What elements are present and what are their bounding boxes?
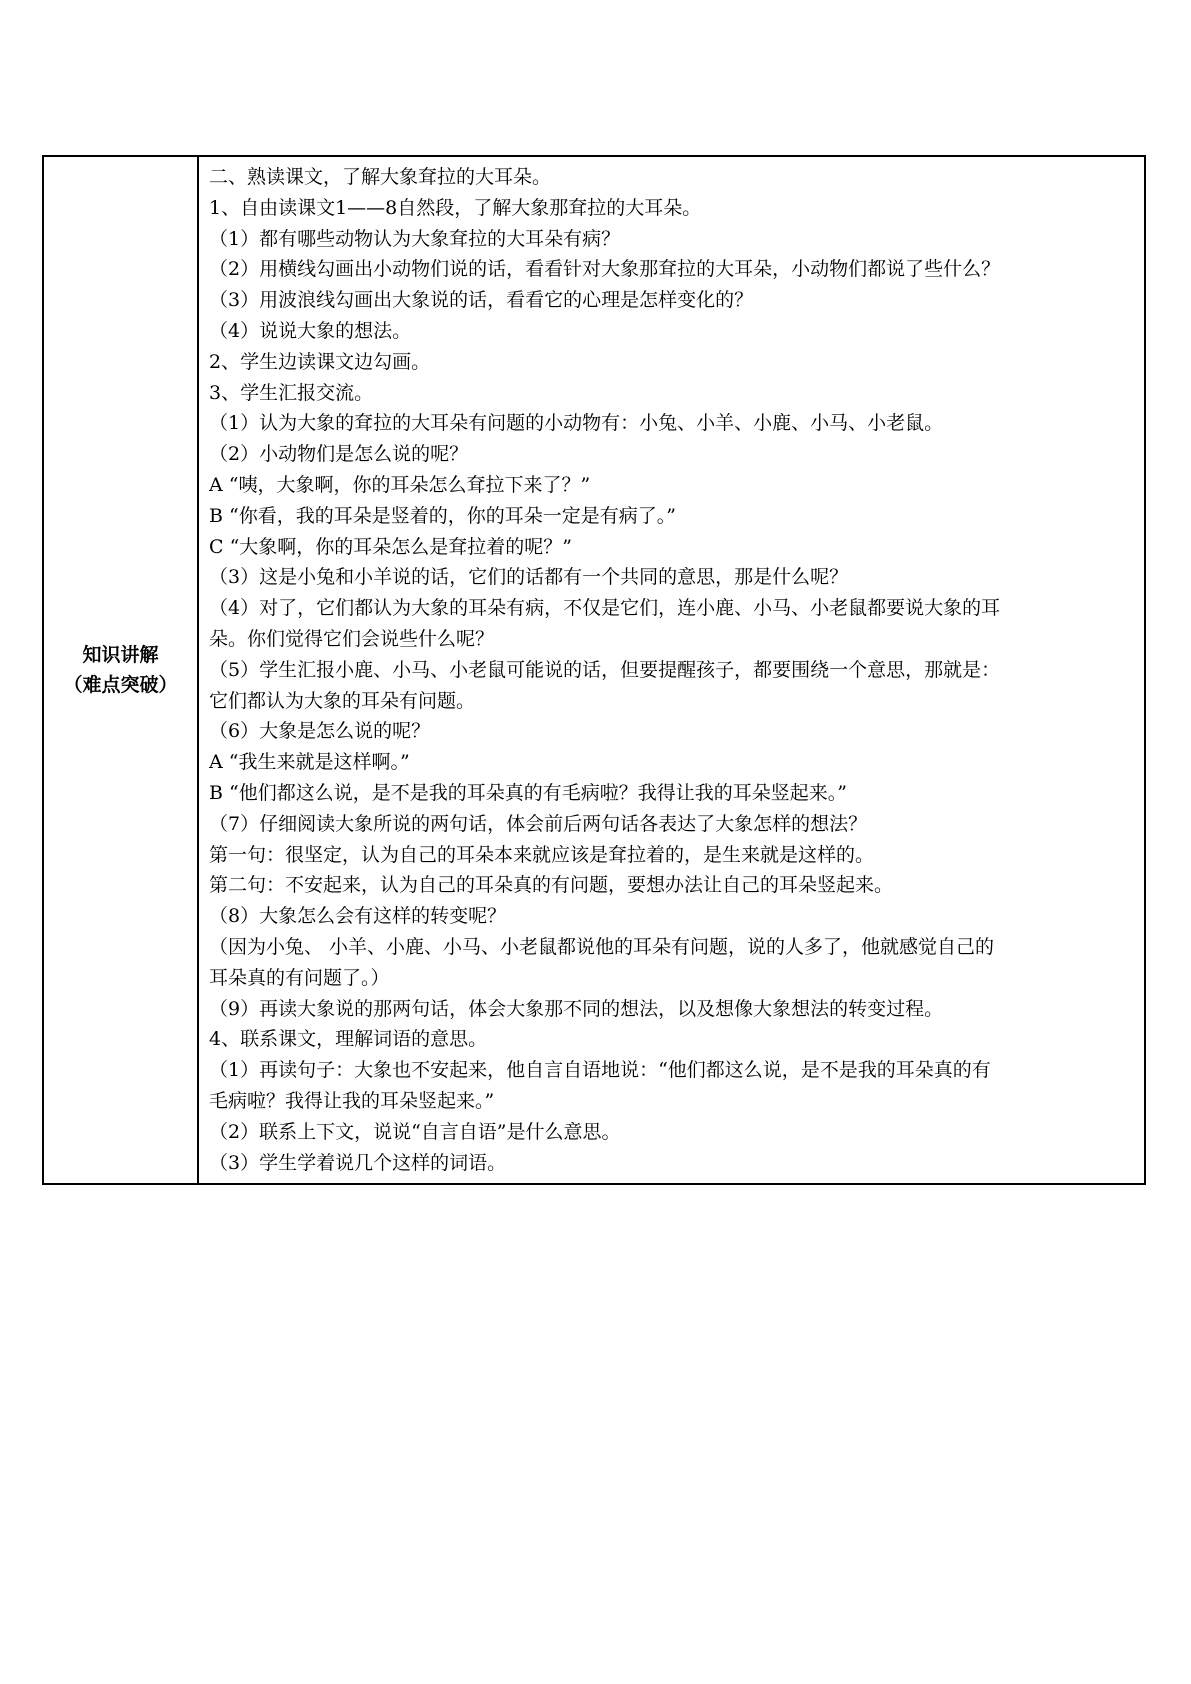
content-line: （4）说说大象的想法。	[209, 319, 412, 342]
content-line: （8）大象怎么会有这样的转变呢？	[209, 905, 507, 928]
content-line: （2）用横线勾画出小动物们说的话，看看针对大象那耷拉的大耳朵，小动物们都说了些什么？	[209, 258, 1001, 281]
content-line: 1、自由读课文1——8自然段，了解大象那耷拉的大耳朵。	[209, 196, 702, 219]
content-line: 第二句：不安起来，认为自己的耳朵真的有问题，要想办法让自己的耳朵竖起来。	[209, 874, 894, 897]
content-line: A “我生来就是这样啊。”	[209, 751, 410, 774]
content-line: 耳朵真的有问题了。）	[209, 966, 390, 989]
content-cell	[199, 157, 1144, 1183]
content-line: 2、学生边读课文边勾画。	[209, 350, 431, 373]
content-line: （6）大象是怎么说的呢？	[209, 720, 431, 743]
content-line: （2）小动物们是怎么说的呢？	[209, 443, 469, 466]
content-line: （3）用波浪线勾画出大象说的话，看看它的心理是怎样变化的？	[209, 289, 754, 312]
content-line: B “你看，我的耳朵是竖着的，你的耳朵一定是有病了。”	[209, 504, 676, 527]
content-line: B “他们都这么说，是不是我的耳朵真的有毛病啦？我得让我的耳朵竖起来。”	[209, 781, 847, 804]
content-line: （1）再读句子：大象也不安起来，他自言自语地说：“他们都这么说，是不是我的耳朵真的有	[209, 1059, 991, 1082]
content-line: A “咦，大象啊，你的耳朵怎么耷拉下来了？”	[209, 473, 591, 496]
content-line: （3）这是小兔和小羊说的话，它们的话都有一个共同的意思，那是什么呢？	[209, 566, 849, 589]
content-line: （1）都有哪些动物认为大象耷拉的大耳朵有病？	[209, 227, 621, 250]
section-title-line2: （难点突破）	[63, 674, 178, 696]
content-line: （3）学生学着说几个这样的词语。	[209, 1151, 507, 1174]
content-line: 二、熟读课文，了解大象耷拉的大耳朵。	[209, 166, 552, 188]
content-line: 4、联系课文，理解词语的意思。	[209, 1028, 488, 1051]
content-line: C “大象啊，你的耳朵怎么是耷拉着的呢？”	[209, 535, 573, 558]
content-line: （因为小兔、 小羊、小鹿、小马、小老鼠都说他的耳朵有问题，说的人多了，他就感觉自己的	[209, 935, 995, 958]
section-label-cell	[44, 157, 199, 1183]
content-line: 它们都认为大象的耳朵有问题。	[209, 689, 476, 712]
section-title-line1: 知识讲解	[82, 644, 159, 666]
lesson-table	[42, 155, 1146, 1185]
content-line: （4）对了，它们都认为大象的耳朵有病，不仅是它们，连小鹿、小马、小老鼠都要说大象的耳	[209, 597, 1001, 620]
content-line: （9）再读大象说的那两句话，体会大象那不同的想法，以及想像大象想法的转变过程。	[209, 997, 944, 1020]
content-line: 毛病啦？我得让我的耳朵竖起来。”	[209, 1089, 495, 1112]
content-line: （1）认为大象的耷拉的大耳朵有问题的小动物有：小兔、小羊、小鹿、小马、小老鼠。	[209, 412, 944, 435]
content-line: 第一句：很坚定，认为自己的耳朵本来就应该是耷拉着的，是生来就是这样的。	[209, 843, 875, 866]
content-line: （7）仔细阅读大象所说的两句话，体会前后两句话各表达了大象怎样的想法？	[209, 812, 868, 835]
content-line: 朵。你们觉得它们会说些什么呢？	[209, 627, 495, 650]
content-line: （2）联系上下文，说说“自言自语”是什么意思。	[209, 1120, 621, 1143]
content-line: （5）学生汇报小鹿、小马、小老鼠可能说的话，但要提醒孩子，都要围绕一个意思，那就是：	[209, 658, 1001, 681]
content-line: 3、学生汇报交流。	[209, 381, 374, 404]
